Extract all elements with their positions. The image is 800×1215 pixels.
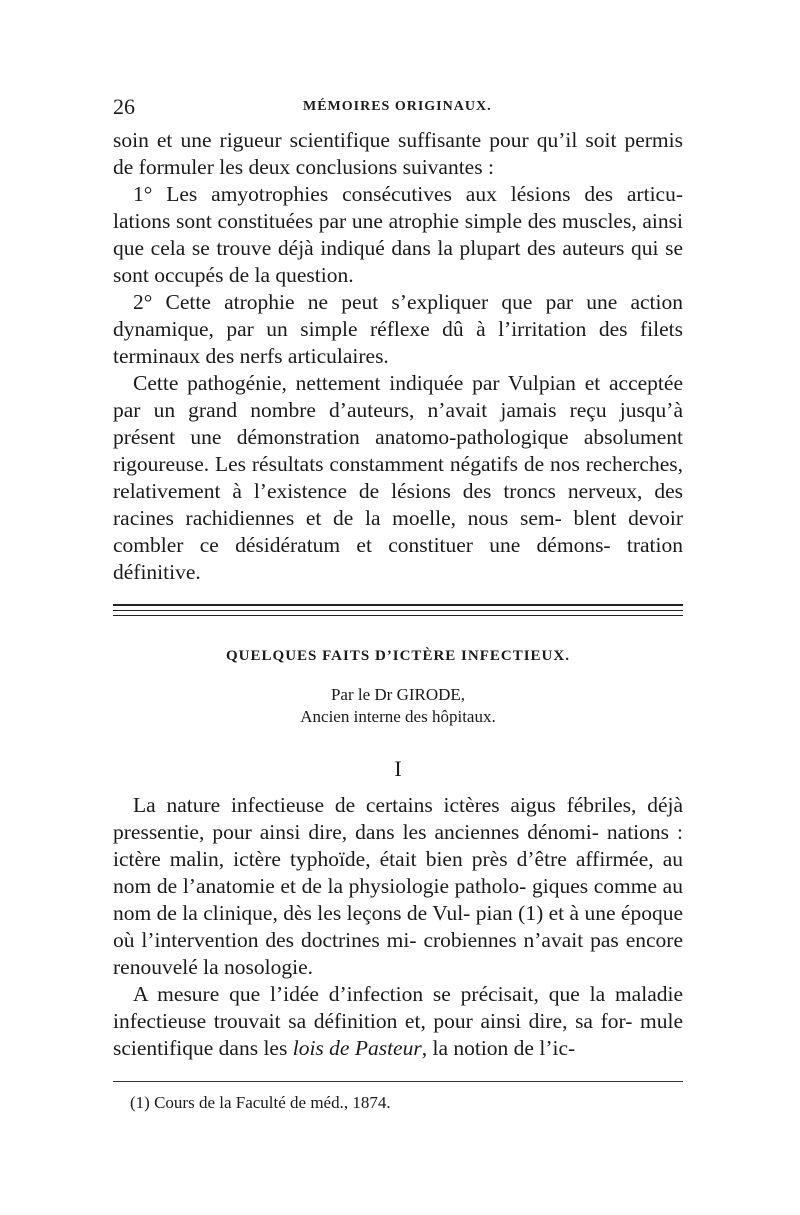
text-line: soin et une rigueur scientifique suffisante pour qu’il soit bbox=[113, 128, 617, 152]
body-text-block-1 bbox=[113, 127, 683, 586]
section-number: I bbox=[394, 756, 402, 781]
text-line: giques comme au nom de la clinique, dès les leçons de Vul- bbox=[113, 874, 683, 925]
page-header bbox=[113, 94, 683, 122]
text-line: infectieuse trouvait sa définition et, pour ainsi dire, sa for- bbox=[113, 1009, 633, 1033]
text-line: 2° Cette atrophie ne peut s’expliquer que par une action bbox=[133, 290, 683, 314]
text-line: 1° Les amyotrophies consécutives aux lésions des articu- bbox=[133, 182, 683, 206]
text-line: blent devoir combler ce désidératum et constituer une démons- bbox=[113, 506, 684, 557]
paragraph-nature-infectieuse bbox=[113, 792, 683, 981]
section-divider bbox=[113, 615, 683, 616]
paragraph-conclusion-1 bbox=[113, 181, 683, 289]
paragraph-pathogenie bbox=[113, 370, 683, 586]
section-divider bbox=[113, 604, 683, 606]
text-line: terminaux des nerfs articulaires. bbox=[113, 344, 389, 368]
text-line: nos recherches, relativement à l’existence de lésions des troncs bbox=[113, 452, 684, 503]
section-divider bbox=[113, 610, 683, 611]
text-line: déjà pressentie, pour ainsi dire, dans les anciennes dénomi- bbox=[113, 793, 684, 844]
text-line: lations sont constituées par une atrophie simple des muscles, bbox=[113, 209, 637, 233]
text-line: mule scientifique dans les bbox=[113, 1009, 683, 1060]
body-text-block-2 bbox=[113, 792, 683, 1062]
footnote: (1) Cours de la Faculté de méd., 1874. bbox=[130, 1093, 391, 1112]
page-number: 26 bbox=[113, 94, 135, 119]
text-line: La nature infectieuse de certains ictères aigus fébriles, bbox=[133, 793, 637, 817]
text-line: ainsi que cela se trouve déjà indiqué dans la plupart des bbox=[113, 209, 683, 260]
author-affiliation: Ancien interne des hôpitaux. bbox=[300, 707, 496, 726]
text-line: nerveux, des racines rachidiennes et de la moelle, nous sem- bbox=[113, 479, 684, 530]
text-line: auteurs qui se sont occupés de la question. bbox=[113, 236, 684, 287]
paragraph-a-mesure bbox=[113, 981, 683, 1062]
running-head: MÉMOIRES ORIGINAUX. bbox=[303, 99, 492, 114]
article-title: QUELQUES FAITS D’ICTÈRE INFECTIEUX. bbox=[226, 648, 570, 664]
text-line: absolument rigoureuse. Les résultats constamment négatifs de bbox=[113, 425, 683, 476]
italic-phrase: lois de Pasteur bbox=[292, 1036, 422, 1060]
text-line: nations : ictère malin, ictère typhoïde, était bien près d’être bbox=[113, 820, 683, 871]
article-byline bbox=[113, 684, 683, 728]
paragraph-conclusion-2 bbox=[113, 289, 683, 370]
footnote-rule bbox=[113, 1081, 683, 1082]
text-line: acceptée par un grand nombre d’auteurs, n’avait jamais reçu bbox=[113, 371, 683, 422]
text-line: pian (1) et à une époque où l’intervention des doctrines mi- bbox=[113, 901, 684, 952]
text-line: crobiennes n’avait pas encore renouvelé la nosologie. bbox=[113, 928, 683, 979]
text-line: permis de formuler les deux conclusions suivantes : bbox=[113, 128, 683, 179]
text-line: , la notion de l’ic- bbox=[421, 1036, 576, 1060]
text-line: Cette pathogénie, nettement indiquée par Vulpian et bbox=[133, 371, 601, 395]
paragraph-1 bbox=[113, 127, 683, 181]
text-line: tration définitive. bbox=[113, 533, 683, 584]
text-line: affirmée, au nom de l’anatomie et de la physiologie patholo- bbox=[113, 847, 683, 898]
text-line: jusqu’à présent une démonstration anatomo-pathologique bbox=[113, 398, 684, 449]
author: Par le Dr GIRODE, bbox=[330, 685, 466, 704]
text-line: dynamique, par un simple réflexe dû à l’irritation des filets bbox=[113, 317, 683, 341]
text-line: A mesure que l’idée d’infection se précisait, que la maladie bbox=[133, 982, 683, 1006]
